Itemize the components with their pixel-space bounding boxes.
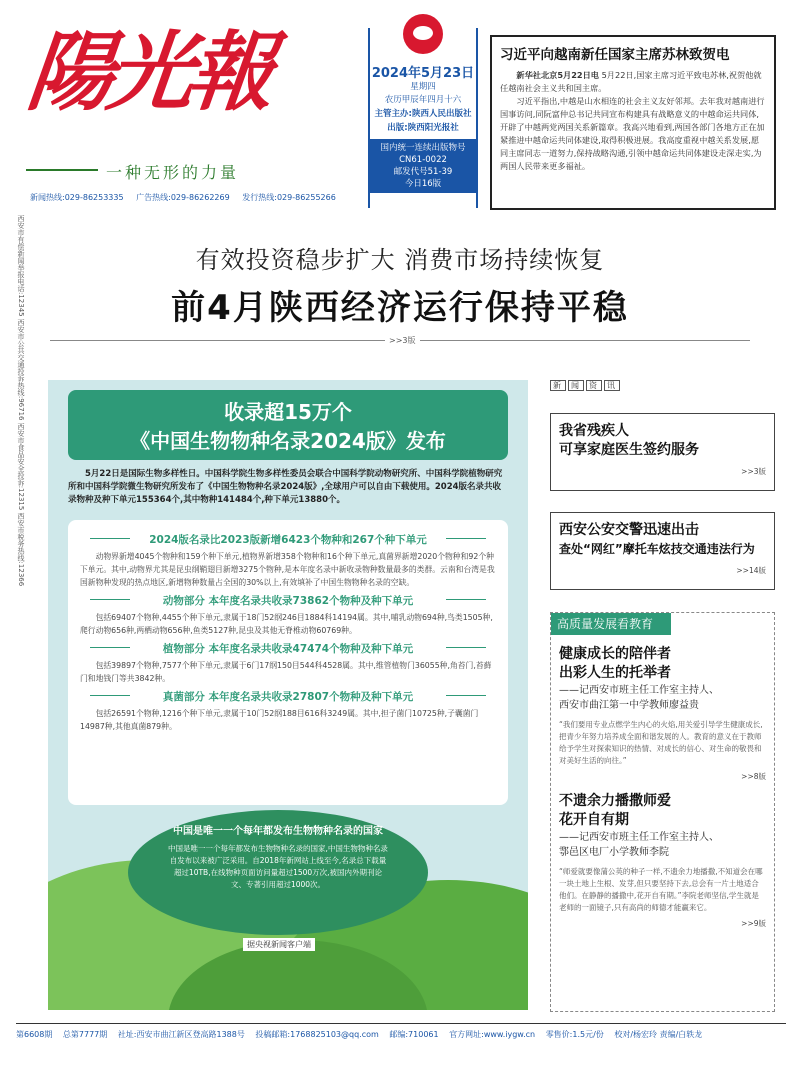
section-heading: 动物部分 本年度名录共收录73862个物种及种下单元 [80, 593, 496, 608]
website[interactable]: 官方网址:www.iygw.cn [449, 1030, 536, 1039]
issn-box [370, 139, 476, 193]
lunar-date: 农历甲辰年四月十六 [384, 95, 462, 105]
slogan: 一种无形的力量 [106, 160, 239, 183]
section-heading: 植物部分 本年度名录共收录47474个物种及种下单元 [80, 641, 496, 656]
total-issue: 总第7777期 [62, 1030, 108, 1039]
edu2-subtitle: ——记西安市班主任工作室主持人、 [559, 832, 719, 843]
postal-code: 邮发代号51-39 [393, 167, 453, 177]
weekday: 星期四 [410, 82, 436, 92]
edu2-title[interactable]: 花开自有期 [559, 812, 629, 828]
edu2-quote: “师爱就要像蒲公英的种子一样,不遗余力地播撒,不知道会在哪一块土地上生根、发芽,但只要坚持下去,总会有一片土地适合他们。在静静的播撒中,花开自有期。”李院老师坚信,学生就是老师的一面镜子,只有高尚的师德才能赢来它。 [559, 867, 763, 912]
news-tag-char: 资 [586, 380, 602, 391]
news-tag-char: 闻 [568, 380, 584, 391]
hotline-news: 新闻热线:029-86253335 [30, 193, 124, 202]
issn-label: 国内统一连续出版物号 [380, 143, 466, 153]
date-block [368, 28, 478, 208]
news-tag-char: 讯 [604, 380, 620, 391]
feature-intro: 5月22日是国际生物多样性日。中国科学院生物多样性委员会联合中国科学院动物研究所、中国科学院植物研究所和中国科学院微生物研究所发布了《中国生物物种名录2024版》,全球用户可以自由下载使用。2024版名录共收录物种及种下单元155364个,其中物种141484个,种下单元13880个。 [68, 469, 503, 505]
edu2-title[interactable]: 不遗余力播撒师爱 [559, 793, 671, 809]
news-title: 我省残疾人 [559, 423, 629, 439]
page-ref[interactable]: >>8版 [741, 772, 766, 781]
feature-title-line2: 《中国生物物种名录2024版》发布 [130, 429, 446, 453]
section-heading: 2024版名录比2023版新增6423个物种和267个种下单元 [80, 532, 496, 547]
page-count: 今日16版 [404, 179, 442, 189]
oval-heading: 中国是唯一一个每年都发布生物物种名录的国家 [173, 826, 383, 837]
section-heading: 真菌部分 本年度名录共收录27807个物种及种下单元 [80, 689, 496, 704]
news-box-traffic[interactable] [550, 512, 775, 590]
page-ref[interactable]: >>9版 [741, 919, 766, 928]
editors: 校对/杨宏玲 责编/白轶龙 [614, 1030, 703, 1039]
headline-page-ref[interactable]: >>3版 [385, 335, 420, 346]
edu1-quote: “我们要用专业点燃学生内心的火焰,用关爱引导学生健康成长,把青少年努力培养成全面和谐发展的人。教育的意义在于教师给予学生对探索知识的热情、对成长的信心、对生命的敬畏和对美好生活的向往。” [559, 720, 763, 765]
zip: 邮编:710061 [389, 1030, 439, 1039]
dateline: 新华社北京5月22日电 [516, 70, 599, 80]
footer [16, 1023, 786, 1040]
top-story[interactable] [490, 35, 776, 210]
education-tag: 高质量发展看教育 [551, 613, 671, 635]
headline-kicker: 有效投资稳步扩大 消费市场持续恢复 [195, 246, 605, 274]
main-headline[interactable]: 前4月陕西经济运行保持平稳 [171, 288, 629, 328]
publisher: 出版:陕西阳光报社 [387, 123, 459, 133]
newspaper-logo: 陽光報 [22, 22, 274, 123]
news-title: 可享家庭医生签约服务 [559, 442, 699, 458]
feature-title-line1: 收录超15万个 [224, 400, 352, 424]
section-text: 动物界新增4045个物种和159个种下单元,植物界新增358个物种和16个种下单元,真菌界新增2020个物种和92个种下单元。其中,动物界尤其是昆虫纲鞘翅目新增3275个物种,是本年度名录中新收录物种数量最多的类群。云南和台湾是我国新物种发现的热点地区,新增物种数量占全国的30%以上,有效填补了中国生物物种名录的空缺。 [80, 552, 495, 587]
page-ref[interactable]: >>14版 [736, 566, 766, 575]
issue-number: 第6608期 [16, 1030, 53, 1039]
edu1-subtitle: 西安市曲江第一中学教师廖益贵 [559, 700, 699, 711]
feature-oval [128, 810, 428, 935]
sun-logo-icon [403, 14, 443, 54]
hotline-dist: 发行热线:029-86255266 [242, 193, 336, 202]
top-story-p1-text: 5月22日,国家主席习近平致电苏林,祝贺他就任越南社会主义共和国主席。 [500, 70, 762, 93]
education-section [550, 612, 775, 1012]
issn: CN61-0022 [399, 155, 447, 165]
hotlines [30, 192, 346, 203]
address: 社址:西安市曲江新区登高路1388号 [117, 1030, 245, 1039]
news-title: 查处“网红”摩托车炫技交通违法行为 [559, 542, 755, 556]
masthead [18, 10, 368, 195]
oval-text: 中国是唯一一个每年都发布生物物种名录的国家,中国生物物种名录自发布以来被广泛采用。自2018年新网站上线至今,名录总下载量超过10TB,在线物种页面访问量超过1500万次,被国内外期刊论文、专著引用超过1000次。 [168, 844, 388, 889]
species-feature [48, 380, 528, 1010]
edu1-title[interactable]: 健康成长的陪伴者 [559, 646, 671, 662]
section-text: 包括69407个物种,4455个种下单元,隶属于18门52纲246目1884科14194属。其中,哺乳动物694种,鸟类1505种,爬行动物656种,两栖动物656种,鱼类5127种,昆虫及其他无脊椎动物60769种。 [80, 613, 493, 635]
news-tag-char: 新 [550, 380, 566, 391]
edu1-subtitle: ——记西安市班主任工作室主持人、 [559, 685, 719, 696]
hotline-ad: 广告热线:029-86262269 [136, 193, 230, 202]
edu1-title[interactable]: 出彩人生的托举者 [559, 665, 671, 681]
edu2-subtitle: 鄠邑区电厂小学教师李院 [559, 847, 669, 858]
page-ref[interactable]: >>3版 [741, 467, 766, 476]
section-text: 包括26591个物种,1216个种下单元,隶属于10门52纲188目616科3249属。其中,担子菌门10725种,子囊菌门14987种,其他真菌879种。 [80, 709, 479, 731]
top-story-p1 [500, 69, 766, 95]
news-title: 西安公安交警迅速出击 [559, 522, 699, 538]
feature-sections-card [68, 520, 508, 805]
news-box-disabled-care[interactable] [550, 413, 775, 491]
price: 零售价:1.5元/份 [545, 1030, 604, 1039]
top-story-title[interactable]: 习近平向越南新任国家主席苏林致贺电 [500, 47, 730, 63]
feature-title[interactable] [68, 390, 508, 460]
sponsor: 主管主办:陕西人民出版社 [374, 109, 472, 119]
top-story-p2: 习近平指出,中越是山水相连的社会主义友好邻邦。去年我对越南进行国事访问,同阮富仲总书记共同宣布构建具有战略意义的中越命运共同体,开辟了中越两党两国关系新篇章。我高兴地看到,两国各部门各地方正在加紧推进中越命运共同体建设,取得积极进展。我高度重视中越关系发展,愿同主席同志一道努力,保持战略沟通,引领中越命运共同体建设走深走实,为两国人民带来更多福祉。 [500, 96, 765, 171]
side-hotline-text: 西安市有偿新闻举报电话:12345 西安市公共交通投诉热线:96716 西安市食品安全投诉:12315 西安市税务热线:12366 [17, 215, 25, 587]
feature-credit: 据央视新闻客户端 [243, 938, 315, 951]
section-text: 包括39897个物种,7577个种下单元,隶属于6门17纲150目544科4528属。其中,维管植物门36055种,角苔门,苔藓门和地钱门等共3842种。 [80, 661, 492, 683]
email[interactable]: 投稿邮箱:1768825103@qq.com [255, 1030, 379, 1039]
issue-date: 2024年5月23日 [371, 66, 475, 81]
news-tag [550, 380, 622, 391]
